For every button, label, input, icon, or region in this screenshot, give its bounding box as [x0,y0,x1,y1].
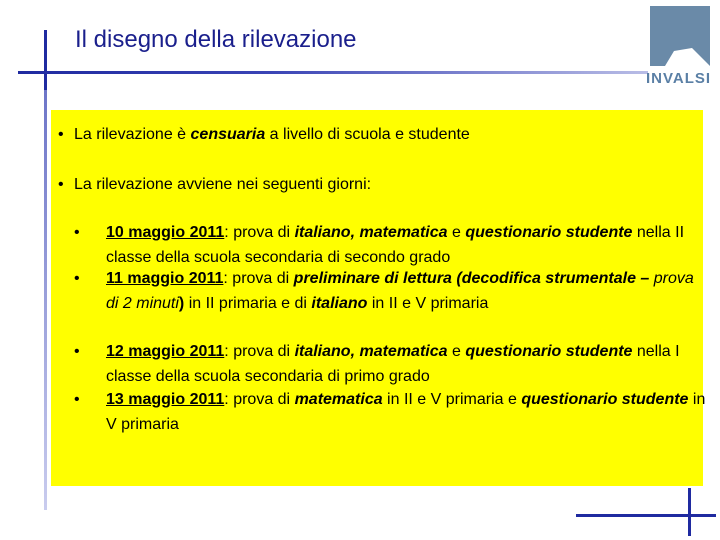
sub-item-11-maggio [74,267,706,316]
text: : prova di [224,391,295,408]
bullet-icon: • [74,224,80,241]
bullet-icon: • [74,391,80,408]
text: : prova di [224,343,295,360]
bullet-giorni [58,174,371,196]
text-emphasis: preliminare di lettura (decodifica strumentale – [293,270,650,287]
date-label: 11 maggio 2011 [106,270,224,287]
text: in II primaria e di [184,294,312,312]
sub-item-10-maggio [74,221,706,270]
date-label: 10 maggio 2011 [106,224,225,241]
date-label: 13 maggio 2011 [106,391,225,408]
corner-vertical-line [688,488,691,536]
bullet-icon: • [74,270,80,287]
bullet-icon: • [74,343,80,360]
logo-shape-icon [650,6,710,66]
corner-horizontal-line [576,514,716,517]
bullet-text: a livello di scuola e studente [265,126,470,143]
text-emphasis: matematica [294,391,383,408]
text-italic: prova di 2 minuti [106,270,694,312]
text-emphasis: italiano, matematica [294,343,448,360]
sub-item-13-maggio [74,388,706,437]
text: : prova di [223,270,294,287]
slide-title: Il disegno della rilevazione [75,26,357,53]
sub-item-12-maggio [74,340,706,389]
bullet-icon: • [58,126,64,143]
text: in II e V primaria e [382,391,522,408]
date-label: 12 maggio 2011 [106,343,225,360]
text: e [447,343,466,360]
bullet-emphasis: censuaria [190,126,266,143]
logo-text: INVALSI [646,70,712,87]
text: e [447,224,466,241]
bullet-censuaria [58,124,470,146]
left-vertical-line [44,30,47,90]
text: in V primaria [106,391,706,433]
text-emphasis: italiano, matematica [294,224,448,241]
text-emphasis: questionario studente [521,391,689,408]
top-horizontal-line [18,71,648,74]
left-vertical-line-faded [44,90,47,510]
text-bold: ) [178,294,185,312]
text: nella II classe della scuola secondaria di secondo grado [106,224,685,266]
bullet-text: La rilevazione avviene nei seguenti giorni: [74,176,372,193]
text-emphasis: questionario studente [465,224,633,241]
text-emphasis: questionario studente [465,343,633,360]
bullet-text: La rilevazione è [74,126,191,143]
invalsi-logo [646,4,716,92]
text-emphasis: italiano [311,294,368,312]
text: in II e V primaria [367,294,489,312]
text: nella I classe della scuola secondaria di primo grado [106,343,680,385]
text: : prova di [224,224,295,241]
bullet-icon: • [58,176,64,193]
